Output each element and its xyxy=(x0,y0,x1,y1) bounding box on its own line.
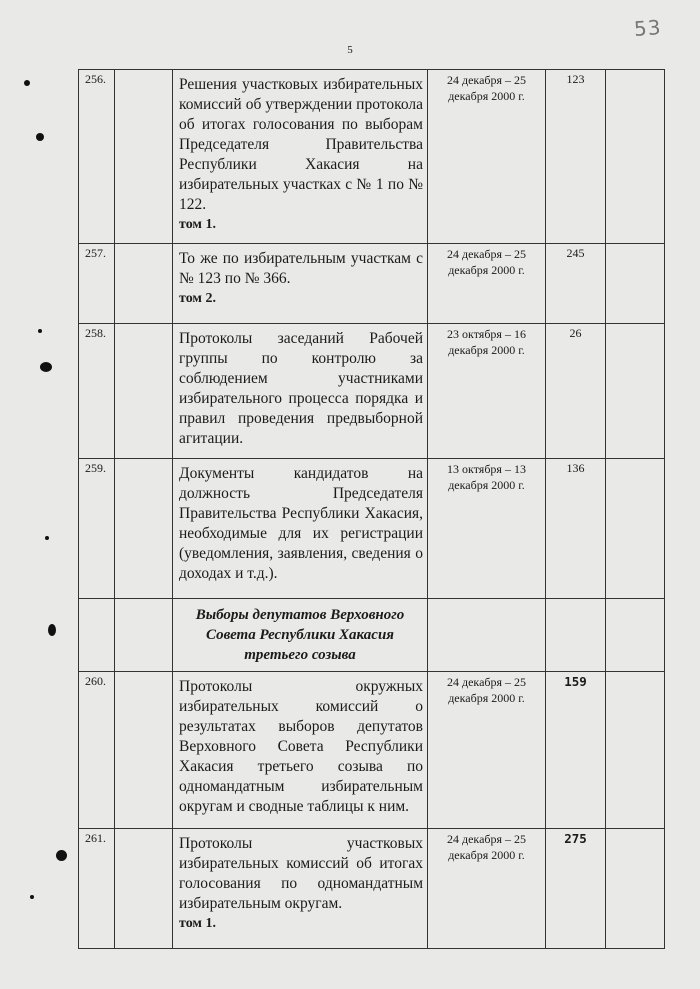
item-title xyxy=(173,324,428,459)
empty-cell xyxy=(79,599,115,672)
section-row xyxy=(79,599,665,672)
punch-hole-mark xyxy=(38,329,42,333)
section-heading: Выборы депутатов Верховного Совета Республики Хакасия третьего созыва xyxy=(173,599,428,672)
item-number: 256. xyxy=(79,70,115,244)
item-number: 258. xyxy=(79,324,115,459)
item-date: 24 декабря – 25 декабря 2000 г. xyxy=(428,672,546,829)
table-row xyxy=(79,459,665,599)
item-number: 260. xyxy=(79,672,115,829)
item-date: 24 декабря – 25 декабря 2000 г. xyxy=(428,244,546,324)
item-title xyxy=(173,244,428,324)
item-sheet-count: 159 xyxy=(546,672,606,829)
item-title-text: То же по избирательным участкам с № 123 по № 366. xyxy=(179,250,423,287)
empty-cell xyxy=(546,599,606,672)
item-title xyxy=(173,459,428,599)
table-row xyxy=(79,672,665,829)
table-row xyxy=(79,829,665,949)
table-row xyxy=(79,244,665,324)
item-title-text: Документы кандидатов на должность Председателя Правительства Республики Хакасия, необходимые для их регистрации (уведомления, заявления, сведения о доходах и т.д.). xyxy=(179,465,423,582)
item-volume: том 1. xyxy=(179,916,216,931)
empty-cell xyxy=(115,459,173,599)
item-sheet-count: 275 xyxy=(546,829,606,949)
empty-cell xyxy=(115,672,173,829)
item-sheet-count: 123 xyxy=(546,70,606,244)
punch-hole-mark xyxy=(48,624,56,636)
item-date: 24 декабря – 25 декабря 2000 г. xyxy=(428,70,546,244)
punch-hole-mark xyxy=(40,362,52,372)
empty-cell xyxy=(115,244,173,324)
page-number: 5 xyxy=(347,44,353,56)
empty-cell xyxy=(606,672,665,829)
empty-cell xyxy=(115,324,173,459)
table-row xyxy=(79,324,665,459)
empty-cell xyxy=(606,324,665,459)
item-number: 257. xyxy=(79,244,115,324)
punch-hole-mark xyxy=(30,895,34,899)
punch-hole-mark xyxy=(45,536,49,540)
empty-cell xyxy=(606,829,665,949)
item-sheet-count: 245 xyxy=(546,244,606,324)
item-date: 23 октября – 16 декабря 2000 г. xyxy=(428,324,546,459)
punch-hole-mark xyxy=(56,850,67,861)
item-date: 13 октября – 13 декабря 2000 г. xyxy=(428,459,546,599)
item-title xyxy=(173,672,428,829)
item-title-text: Протоколы заседаний Рабочей группы по контролю за соблюдением участниками избирательного процесса порядка и правил проведения предвыборной агитации. xyxy=(179,330,423,447)
item-number: 259. xyxy=(79,459,115,599)
item-volume: том 2. xyxy=(179,291,216,306)
empty-cell xyxy=(606,599,665,672)
inventory-table xyxy=(78,69,665,949)
item-sheet-count: 26 xyxy=(546,324,606,459)
empty-cell xyxy=(606,244,665,324)
empty-cell xyxy=(115,829,173,949)
item-title-text: Протоколы окружных избирательных комиссий о результатах выборов депутатов Верховного Совета Республики Хакасия третьего созыва по одномандатным избирательным округам и сводные таблицы к ним. xyxy=(179,678,423,815)
item-title-text: Решения участковых избирательных комиссий об утверждении протокола об итогах голосования по выборам Председателя Правительства Республики Хакасия на избирательных участках с № 1 по № 122. xyxy=(179,76,423,213)
empty-cell xyxy=(606,70,665,244)
empty-cell xyxy=(428,599,546,672)
item-date: 24 декабря – 25 декабря 2000 г. xyxy=(428,829,546,949)
item-sheet-count: 136 xyxy=(546,459,606,599)
item-number: 261. xyxy=(79,829,115,949)
empty-cell xyxy=(115,70,173,244)
item-title-text: Протоколы участковых избирательных комиссий об итогах голосования по одномандатным избирательным округам. xyxy=(179,835,423,912)
item-title xyxy=(173,829,428,949)
empty-cell xyxy=(115,599,173,672)
archive-sheet-number: 53 xyxy=(633,15,663,41)
punch-hole-mark xyxy=(36,133,44,141)
punch-hole-mark xyxy=(24,80,30,86)
table-row xyxy=(79,70,665,244)
item-volume: том 1. xyxy=(179,217,216,232)
item-title xyxy=(173,70,428,244)
empty-cell xyxy=(606,459,665,599)
